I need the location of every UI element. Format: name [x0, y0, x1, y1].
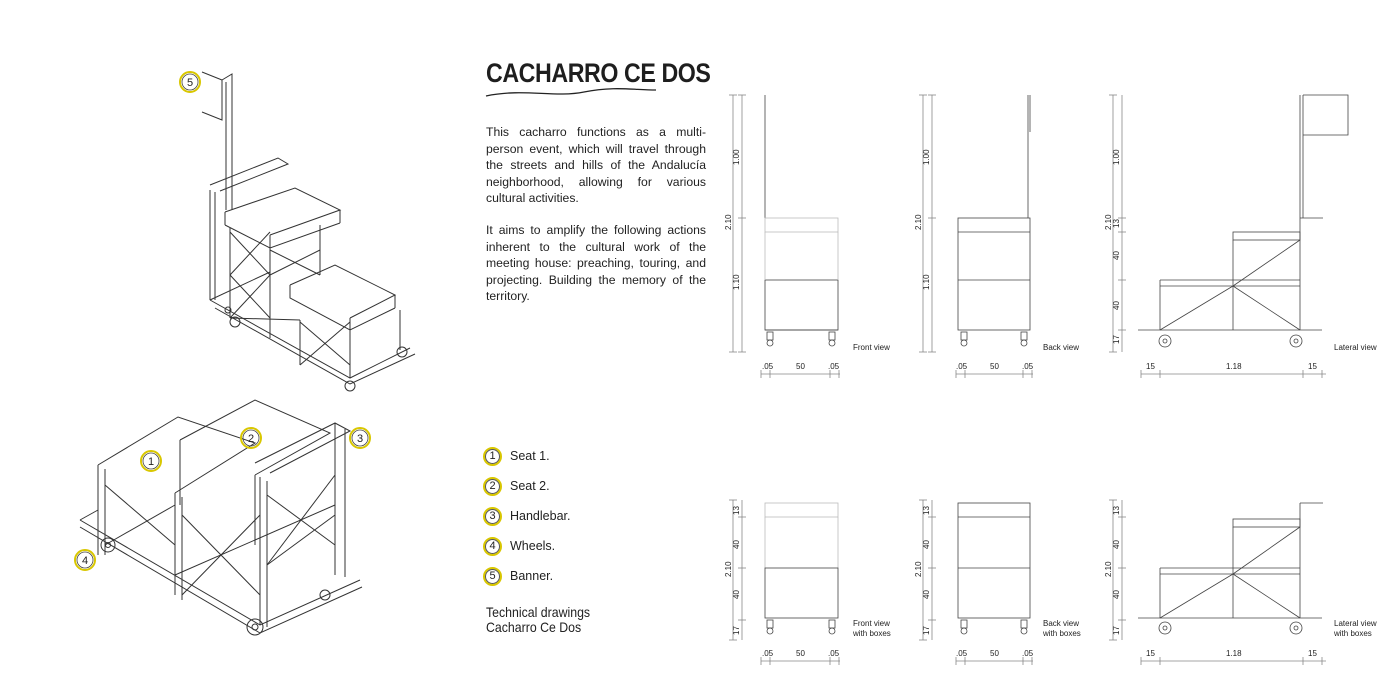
- dim-width-side-left: .05: [956, 362, 968, 371]
- dim-seg-13: 13: [922, 506, 931, 515]
- view-label-back: Back view: [1043, 343, 1080, 352]
- lateral-view-boxes-drawing: [1104, 495, 1398, 670]
- dim-seg-40-lower: 40: [732, 590, 741, 599]
- caption-line-2: Cacharro Ce Dos: [486, 619, 582, 635]
- legend-marker: 1: [483, 447, 502, 466]
- dim-upper: 1.00: [922, 149, 931, 165]
- caption-line-1: Technical drawings: [486, 604, 591, 620]
- dim-length-mid: 1.18: [1226, 362, 1242, 371]
- dim-seg-13: 13: [732, 506, 741, 515]
- dim-width-side-left: .05: [956, 649, 968, 658]
- isometric-view-cart: [70, 395, 380, 645]
- iso-marker-5: 5: [186, 77, 194, 89]
- dim-total: 2.10: [914, 214, 923, 230]
- iso-marker-3: 3: [356, 433, 364, 445]
- dim-total: 2.10: [1104, 214, 1113, 230]
- dim-seg-40-lower: 40: [1112, 590, 1121, 599]
- legend-marker: 5: [483, 567, 502, 586]
- dim-lower: 1.10: [732, 274, 741, 290]
- legend-item-banner: [483, 561, 570, 591]
- dim-total: 2.10: [724, 214, 733, 230]
- drawings-caption: [486, 605, 590, 635]
- dim-seg-13: 13: [1112, 219, 1121, 228]
- dim-width-side-left: .05: [762, 649, 774, 658]
- lateral-view-drawing: [1104, 90, 1398, 380]
- back-view-boxes-drawing: [914, 495, 1088, 670]
- legend-marker: 3: [483, 507, 502, 526]
- dim-upper: 1.00: [1112, 149, 1121, 165]
- iso-marker-2: 2: [247, 433, 255, 445]
- dim-width-mid: 50: [796, 649, 805, 658]
- parts-legend: [483, 441, 570, 591]
- dim-upper: 1.00: [732, 149, 741, 165]
- dim-width-mid: 50: [990, 362, 999, 371]
- dim-seg-40-upper: 40: [922, 540, 931, 549]
- iso-marker-1: 1: [147, 456, 155, 468]
- dim-seg-17: 17: [1112, 335, 1121, 344]
- legend-item-handlebar: [483, 501, 570, 531]
- isometric-view-banner: [170, 60, 430, 395]
- dim-width-side-right: .05: [1022, 649, 1034, 658]
- legend-item-seat-2: [483, 471, 570, 501]
- legend-label: Banner.: [510, 569, 554, 583]
- dim-total: 2.10: [914, 561, 923, 577]
- dim-seg-17: 17: [732, 626, 741, 635]
- legend-label: Seat 1.: [510, 449, 550, 463]
- dim-width-side-right: .05: [828, 362, 840, 371]
- view-label-back-boxes-1: Back view: [1043, 619, 1080, 628]
- view-label-back-boxes-2: with boxes: [1043, 629, 1081, 638]
- dim-length-side-left: 15: [1146, 649, 1155, 658]
- dim-length-mid: 1.18: [1226, 649, 1242, 658]
- description-paragraph-2: It aims to amplify the following actions inherent to the cultural work of the meeting house: preaching, touring, and projecting. Building the memory of the territory.: [486, 223, 706, 303]
- dim-length-side-left: 15: [1146, 362, 1155, 371]
- title-underline: [484, 86, 659, 100]
- front-view-boxes-drawing: [724, 495, 898, 670]
- iso-marker-4: 4: [81, 555, 89, 567]
- view-label-front-boxes-2: with boxes: [853, 629, 891, 638]
- back-view-drawing: [914, 90, 1088, 380]
- view-label-front-boxes-1: Front view: [853, 619, 890, 628]
- dim-seg-13: 13: [1112, 506, 1121, 515]
- dim-total: 2.10: [1104, 561, 1113, 577]
- dim-width-side-left: .05: [762, 362, 774, 371]
- legend-label: Wheels.: [510, 539, 556, 553]
- dim-width-mid: 50: [990, 649, 999, 658]
- legend-item-wheels: [483, 531, 570, 561]
- dim-width-mid: 50: [796, 362, 805, 371]
- legend-label: Handlebar.: [510, 509, 571, 523]
- dim-length-side-right: 15: [1308, 649, 1317, 658]
- view-label-lateral: Lateral view: [1334, 343, 1377, 352]
- view-label-front: Front view: [853, 343, 890, 352]
- dim-seg-40-upper: 40: [1112, 251, 1121, 260]
- dim-seg-17: 17: [1112, 626, 1121, 635]
- dim-seg-40-lower: 40: [1112, 301, 1121, 310]
- legend-marker: 2: [483, 477, 502, 496]
- legend-label: Seat 2.: [510, 479, 550, 493]
- view-label-lateral-boxes-1: Lateral view: [1334, 619, 1377, 628]
- front-view-drawing: [724, 90, 898, 380]
- legend-item-seat-1: [483, 441, 570, 471]
- dim-seg-40-upper: 40: [732, 540, 741, 549]
- dim-width-side-right: .05: [1022, 362, 1034, 371]
- description-paragraph-1: This cacharro functions as a multi-person event, which will travel through the streets and hills of the Andalucía neighborhood, allowing for various cultural activities.: [486, 125, 706, 205]
- page-title: CACHARRO CE DOS: [486, 58, 711, 88]
- dim-seg-40-upper: 40: [1112, 540, 1121, 549]
- legend-marker: 4: [483, 537, 502, 556]
- dim-total: 2.10: [724, 561, 733, 577]
- view-label-lateral-boxes-2: with boxes: [1334, 629, 1372, 638]
- dim-lower: 1.10: [922, 274, 931, 290]
- dim-length-side-right: 15: [1308, 362, 1317, 371]
- dim-seg-40-lower: 40: [922, 590, 931, 599]
- dim-width-side-right: .05: [828, 649, 840, 658]
- dim-seg-17: 17: [922, 626, 931, 635]
